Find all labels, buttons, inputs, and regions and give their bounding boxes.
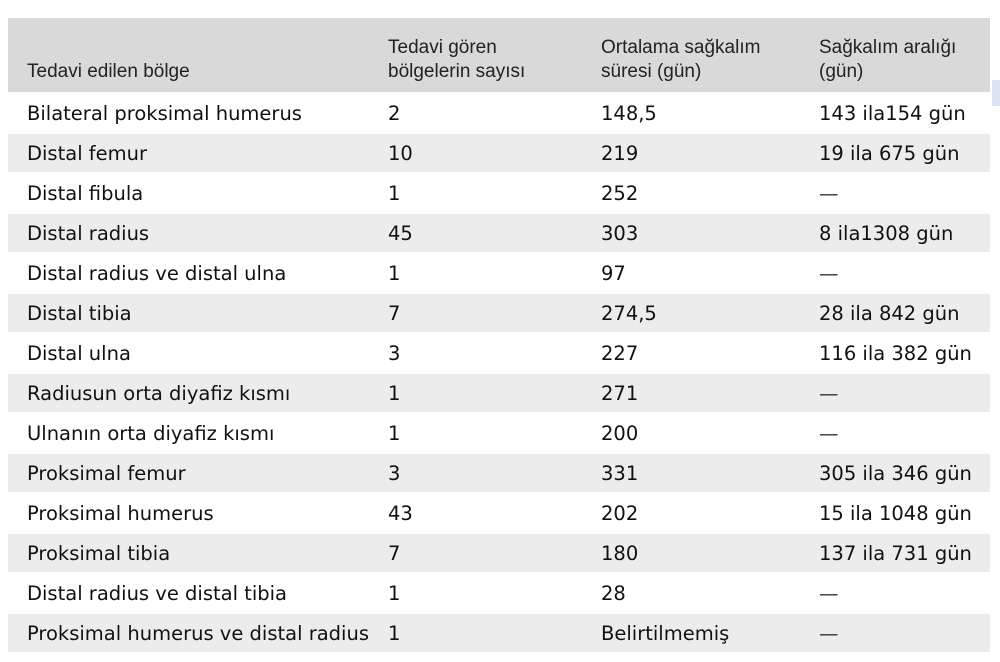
table-row (8, 212, 990, 252)
cell-region: Ulnanın orta diyafiz kısmı (27, 421, 275, 445)
cell-mean: 252 (601, 181, 639, 205)
cell-count: 3 (388, 461, 401, 485)
cell-region: Distal tibia (27, 301, 132, 325)
header-range-line1: Sağkalım aralığı (819, 37, 957, 58)
cell-count: 1 (388, 181, 401, 205)
table-row (8, 292, 990, 332)
header-mean-line1: Ortalama sağkalım (601, 37, 761, 58)
cell-range: — (819, 381, 839, 405)
table-row (8, 332, 990, 372)
cell-range: 143 ila154 gün (819, 101, 966, 125)
cell-count: 1 (388, 381, 401, 405)
cell-mean: 202 (601, 501, 639, 525)
cell-count: 1 (388, 421, 401, 445)
table-header (8, 18, 990, 92)
cell-range: 305 ila 346 gün (819, 461, 972, 485)
cell-mean: 28 (601, 581, 626, 605)
cell-count: 10 (388, 141, 413, 165)
header-range (819, 36, 990, 92)
header-count (388, 36, 601, 92)
table-row (8, 612, 990, 652)
table-row (8, 252, 990, 292)
table-row (8, 492, 990, 532)
cell-region: Proksimal femur (27, 461, 186, 485)
cell-region: Distal radius ve distal tibia (27, 581, 287, 605)
cell-mean: 271 (601, 381, 639, 405)
cell-region: Distal radius ve distal ulna (27, 261, 287, 285)
cell-mean: Belirtilmemiş (601, 621, 730, 645)
header-count-line2: bölgelerin sayısı (388, 61, 526, 82)
cell-range: 15 ila 1048 gün (819, 501, 972, 525)
cell-range: 28 ila 842 gün (819, 301, 960, 325)
cell-range: — (819, 421, 839, 445)
table-row (8, 92, 990, 132)
table-row (8, 172, 990, 212)
cell-mean: 219 (601, 141, 639, 165)
cell-region: Radiusun orta diyafiz kısmı (27, 381, 291, 405)
header-region-label: Tedavi edilen bölge (27, 61, 190, 82)
cell-range: — (819, 181, 839, 205)
cell-count: 1 (388, 261, 401, 285)
cell-count: 43 (388, 501, 413, 525)
table-row (8, 572, 990, 612)
header-range-line2: (gün) (819, 61, 864, 82)
cell-region: Distal fibula (27, 181, 144, 205)
cell-region: Distal ulna (27, 341, 131, 365)
cell-region: Distal femur (27, 141, 148, 165)
cell-mean: 148,5 (601, 101, 657, 125)
cell-region: Proksimal humerus (27, 501, 214, 525)
header-region (8, 60, 388, 92)
cell-count: 7 (388, 301, 401, 325)
cell-mean: 180 (601, 541, 639, 565)
cell-region: Bilateral proksimal humerus (27, 101, 302, 125)
table-row (8, 372, 990, 412)
cell-mean: 303 (601, 221, 639, 245)
cell-range: 8 ila1308 gün (819, 221, 954, 245)
table-row (8, 532, 990, 572)
cell-count: 1 (388, 621, 401, 645)
cell-mean: 227 (601, 341, 639, 365)
cell-count: 3 (388, 341, 401, 365)
cell-count: 45 (388, 221, 413, 245)
table-row (8, 412, 990, 452)
cell-mean: 274,5 (601, 301, 657, 325)
cell-range: — (819, 581, 839, 605)
cell-count: 2 (388, 101, 401, 125)
cell-count: 1 (388, 581, 401, 605)
cell-region: Distal radius (27, 221, 150, 245)
cell-mean: 200 (601, 421, 639, 445)
cell-range: — (819, 261, 839, 285)
cell-range: 19 ila 675 gün (819, 141, 960, 165)
cell-range: 137 ila 731 gün (819, 541, 972, 565)
cell-mean: 331 (601, 461, 639, 485)
edge-accent-block (992, 80, 1000, 106)
cell-range: 116 ila 382 gün (819, 341, 972, 365)
cell-count: 7 (388, 541, 401, 565)
cell-region: Proksimal tibia (27, 541, 171, 565)
table-row (8, 452, 990, 492)
header-count-line1: Tedavi gören (388, 37, 497, 58)
table-row (8, 132, 990, 172)
cell-region: Proksimal humerus ve distal radius (27, 621, 369, 645)
cell-mean: 97 (601, 261, 626, 285)
cell-range: — (819, 621, 839, 645)
header-mean-line2: süresi (gün) (601, 61, 702, 82)
survival-table (8, 18, 990, 652)
header-mean (601, 36, 819, 92)
